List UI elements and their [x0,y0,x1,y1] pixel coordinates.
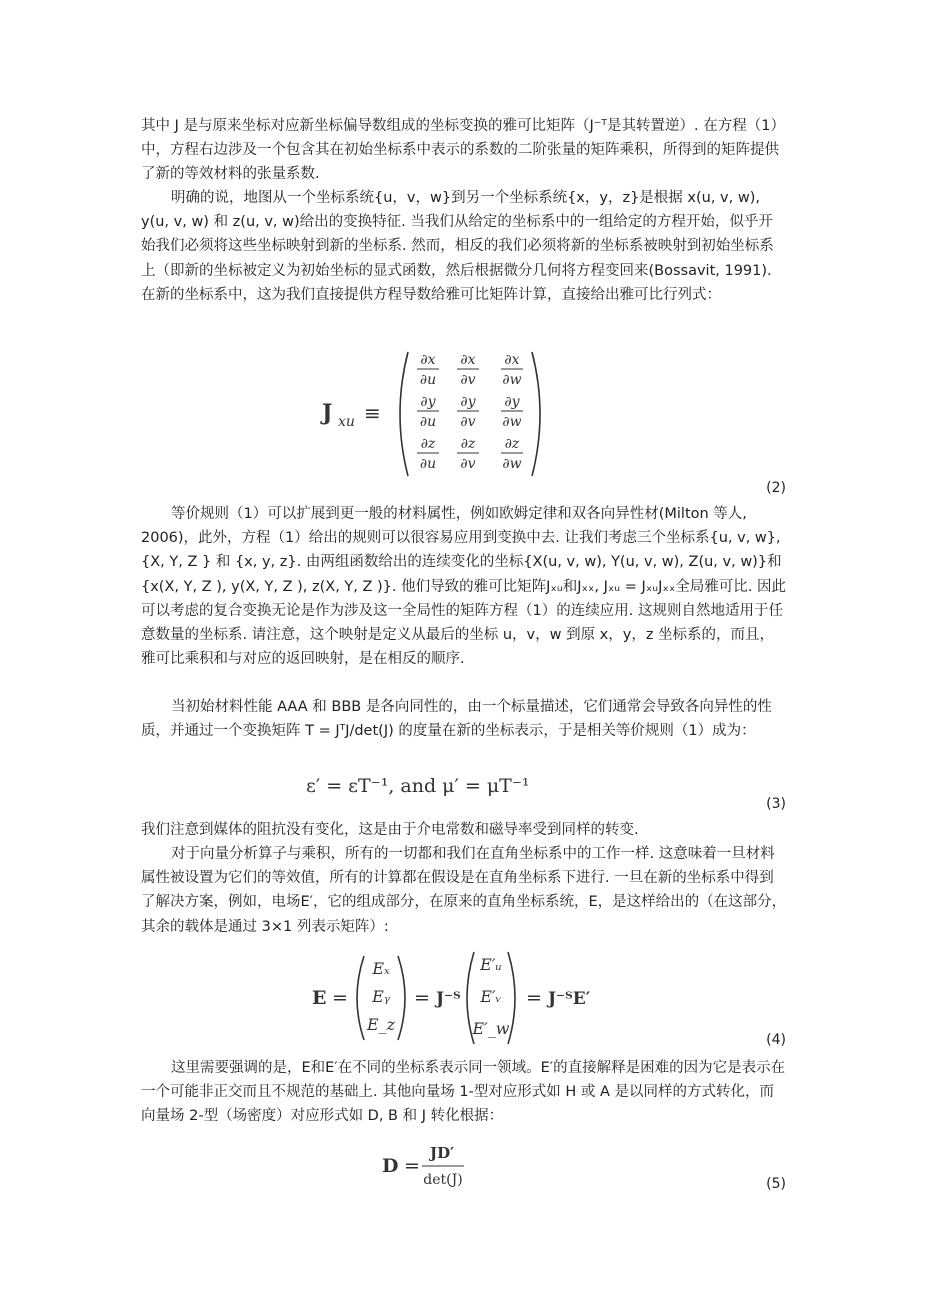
paragraph-jacobian-intro: 其中 J 是与原来坐标对应新坐标偏导数组成的坐标变换的雅可比矩阵（J⁻ᵀ是其转置逆）. 在方程（1）中，方程右边涉及一个包含其在初始坐标系中表示的系数的二阶张量的矩阵乘积，所得到的矩阵提供了新的等效材料的张量系数. [141,118,785,183]
jacobian-denominator: ∂w [502,456,522,472]
equation-number-3: (3) [766,796,786,812]
jacobian-numerator: ∂y [504,394,520,410]
paragraph-coordinate-mapping: 明确的说，地图从一个坐标系统{u，v，w}到另一个坐标系统{x，y，z}是根据 x(u, v, w), y(u, v, w) 和 z(u, v, w)给出的变换特征. 当我们从给定的坐标系中的一组给定的方程开始，似乎开始我们必须将这些坐标映射到新的坐标系. 然而，相反的我们必须将新的坐标系被映射到初始坐标系上（即新的坐标被定义为初始坐标的显式函数，然后根据微分几何将方程变回来(Bossavit, 1991). 在新的坐标系中，这为我们直接提供方程导数给雅可比矩阵计算，直接给出雅可比行列式： [141,190,774,303]
paragraph-impedance: 我们注意到媒体的阻抗没有变化，这是由于介电常数和磁导率受到同样的转变. [141,822,639,838]
eq4-mid: J⁻ᵀ [436,989,461,1009]
eq2-operator: ≡ [364,401,381,425]
paragraph-isotropic-materials: 当初始材料性能 AAA 和 BBB 是各向同性的，由一个标量描述，它们通常会导致各向异性的性质，并通过一个变换矩阵 T = JᵀJ/det(J) 的度量在新的坐标表示，于是相关等价规则（1）成为： [141,699,772,740]
jacobian-denominator: ∂u [419,456,437,472]
jacobian-numerator: ∂z [420,436,436,452]
eq2-matrix-entries [417,352,523,472]
paragraph-vector-analysis: 对于向量分析算子与乘积，所有的一切都和我们在直角坐标系中的工作一样. 这意味着一旦材料属性被设置为它们的等效值，所有的计算都在假设是在直角坐标系下进行. 一旦在新的坐标系中得到了解决方案，例如，电场E′，它的组成部分，在原来的直角坐标系统，E，是这样给出的（在这部分，其余的载体是通过 3×1 列表示矩阵）: [141,846,787,935]
eq4-equals-2: = [414,987,430,1009]
eq5-equals: = [404,1155,420,1177]
eq2-lhs-sub: xu [338,414,355,430]
eq4-lhs: E [312,987,327,1009]
eq2-left-paren [400,352,408,476]
eq4-equals-1: = [332,987,348,1009]
jacobian-denominator: ∂w [502,372,522,388]
eq4-column-1 [366,959,396,1034]
vector-component: Eₓ [372,959,390,978]
eq4-equals-3: = [526,987,542,1009]
eq4-paren-1-right [398,956,405,1040]
jacobian-numerator: ∂x [420,352,436,368]
eq4-column-2 [471,955,509,1038]
equation-material-transform: ε′ = εT⁻¹, and μ′ = μT⁻¹ [306,775,530,797]
vector-component: E_z [366,1015,396,1034]
jacobian-denominator: ∂u [419,372,437,388]
vector-component: E′_w [472,1019,510,1038]
jacobian-denominator: ∂v [460,456,476,472]
vector-component: E′ᵥ [480,987,502,1006]
equation-field-transform [308,950,598,1046]
paragraph-field-interpretation: 这里需要强调的是，E和E′在不同的坐标系表示同一领域。E′的直接解释是困难的因为它是表示在一个可能非正交而且不规范的基础上. 其他向量场 1-型对应形式如 H 或 A 是以同样的方式转化，而向量场 2-型（场密度）对应形式如 D, B 和 J 转化根据： [141,1060,786,1125]
jacobian-denominator: ∂v [460,372,476,388]
jacobian-numerator: ∂x [460,352,476,368]
jacobian-numerator: ∂z [504,436,520,452]
eq5-lhs: D [382,1155,399,1177]
vector-component: E′ᵤ [480,955,502,974]
eq4-paren-1-left [357,956,364,1040]
equation-number-4: (4) [766,1032,786,1048]
equation-flux-density [378,1138,488,1194]
jacobian-numerator: ∂x [504,352,520,368]
jacobian-numerator: ∂y [460,394,476,410]
jacobian-denominator: ∂w [502,414,522,430]
eq5-numerator: JD′ [429,1144,455,1162]
eq2-right-paren [532,352,540,476]
equation-number-2: (2) [766,480,786,496]
equation-number-5: (5) [766,1176,786,1192]
jacobian-denominator: ∂u [419,414,437,430]
paragraph-composite-transform: 等价规则（1）可以扩展到更一般的材料属性，例如欧姆定律和双各向异性材(Milton 等人, 2006)，此外，方程（1）给出的规则可以很容易应用到变换中去. 让我们考虑三个坐标系{u, v, w}, {X, Y, Z } 和 {x, y, z}. 由两组函数给出的连续变化的坐标{X(u, v, w), Y(u, v, w), Z(u, v, w)}和{x(X, Y, Z ), y(X, Y, Z ), z(X, Y, Z )}. 他们导致的雅可比矩阵Jₓᵤ和Jₓₓ, Jₓᵤ = JₓᵤJₓₓ全局雅可比. 因此可以考虑的复合变换无论是作为涉及这一全局性的矩阵方程（1）的连续应用. 这规则自然地适用于任意数量的坐标系. 请注意，这个映射是定义从最后的坐标 u，v，w 到原 x，y，z 坐标系的，而且，雅可比乘积和与对应的返回映射，是在相反的顺序. [141,506,786,668]
jacobian-denominator: ∂v [460,414,476,430]
jacobian-numerator: ∂z [460,436,476,452]
eq5-denominator: det(J) [423,1172,463,1188]
eq4-rhs: J⁻ᵀE′ [548,989,591,1009]
eq2-lhs: J [322,400,333,426]
vector-component: Eᵧ [372,987,390,1006]
jacobian-numerator: ∂y [420,394,436,410]
equation-jacobian-matrix [318,346,548,482]
